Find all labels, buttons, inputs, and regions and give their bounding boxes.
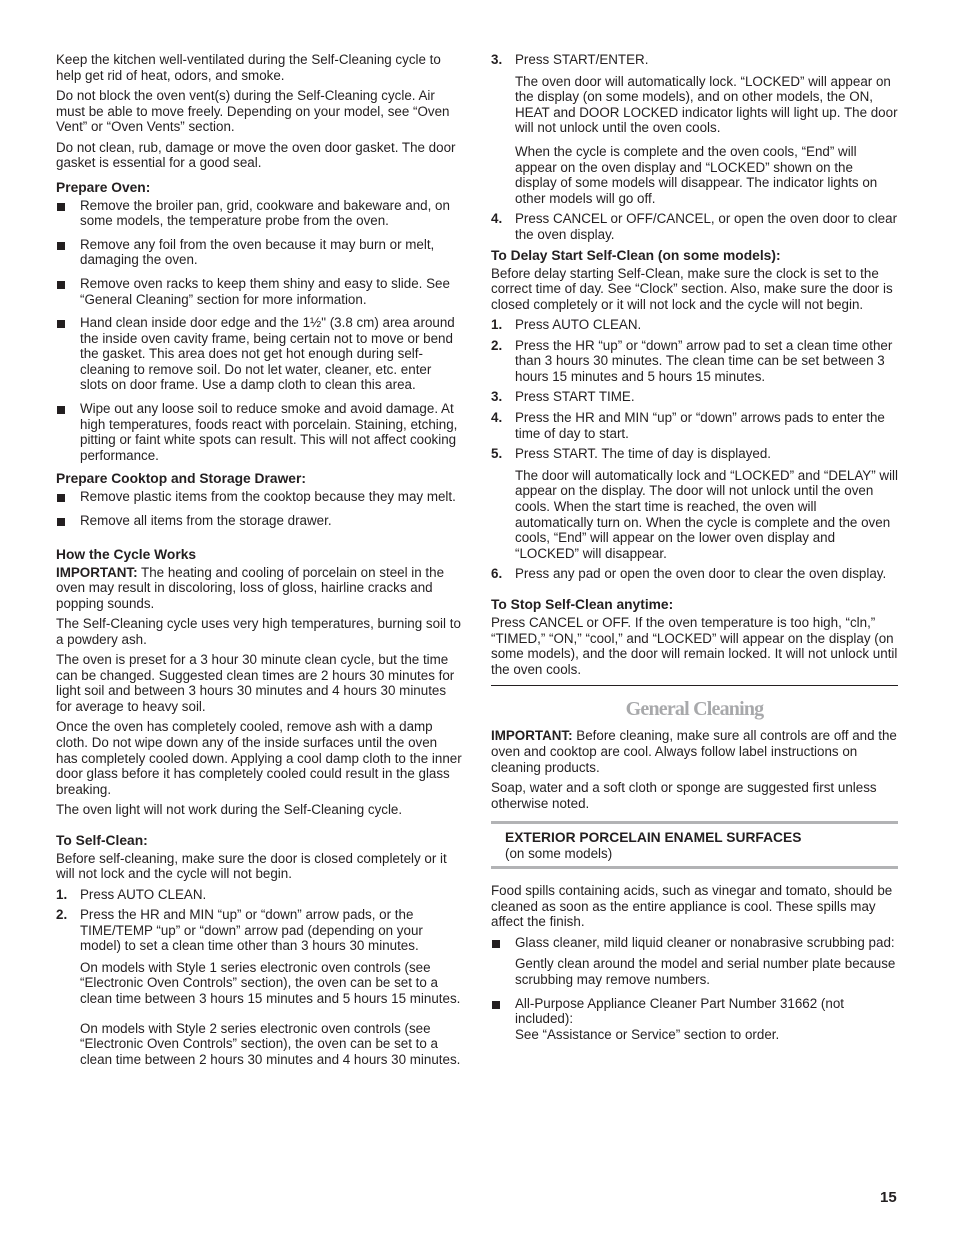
- step-note: On models with Style 1 series electronic oven controls (see “Electronic Oven Controls” section), the oven can be set to a clean time between 3 hours 15 minutes and 5 hours 15 minutes.: [80, 959, 461, 1007]
- square-bullet-icon: [492, 1001, 500, 1009]
- intro-ventilation: Keep the kitchen well-ventilated during the Self-Cleaning cycle to help get rid of heat, odors, and smoke.: [56, 52, 441, 83]
- step-item: 6. Press any pad or open the oven door to clear the oven display.: [491, 566, 887, 582]
- square-bullet-icon: [57, 406, 65, 414]
- square-bullet-icon: [57, 320, 65, 328]
- step-note: The oven door will automatically lock. “LOCKED” will appear on the display (on some models), and on other models, the ON, HEAT and DOOR LOCKED indicator lights will light up. The door will not unlock until the oven cools.: [515, 73, 898, 136]
- step-item: 3. Press START TIME.: [491, 389, 635, 405]
- section-divider: [491, 685, 898, 686]
- square-bullet-icon: [57, 518, 65, 526]
- intro-gasket: Do not clean, rub, damage or move the oven door gasket. The door gasket is essential for a good seal.: [56, 139, 456, 171]
- self-clean-intro: Before self-cleaning, make sure the door is closed completely or it will not lock and the cycle will not begin.: [56, 850, 447, 882]
- step-note: When the cycle is complete and the oven cools, “End” will appear on the oven display and “LOCKED” shown on the display of some models will disappear. The indicator lights on other models will go off.: [515, 143, 878, 206]
- square-bullet-icon: [492, 940, 500, 948]
- step-item: 1. Press AUTO CLEAN.: [491, 317, 642, 333]
- exterior-cleaner-list: [491, 935, 898, 1043]
- step-item: 1. Press AUTO CLEAN.: [56, 886, 207, 902]
- intro-vents: Do not block the oven vent(s) during the Self-Cleaning cycle. Air must be able to move freely. Depending on your model, see “Oven Vent” or “Oven Vents” section.: [56, 87, 450, 135]
- delay-start-intro: Before delay starting Self-Clean, make sure the clock is set to the correct time of day. See “Clock” section. Also, make sure the door is closed completely or it will not lock and the cycle will not begin.: [491, 265, 893, 312]
- step-item: 3. Press START/ENTER. The oven door will automatically lock. “LOCKED” will appear on the display (on some models), and on other models, the ON, HEAT and DOOR LOCKED indicator lights will light up. The door will not unlock until the oven cools. When the cycle is complete and the oven cools, “End” will appear on the oven display and “LOCKED” shown on the display of some models will disappear. The indicator lights on other models will go off.: [491, 52, 898, 206]
- general-cleaning-title: General Cleaning: [625, 698, 764, 721]
- left-column: [56, 52, 462, 1072]
- delay-start-steps: [491, 317, 898, 582]
- paragraph: The oven light will not work during the Self-Cleaning cycle.: [56, 802, 403, 818]
- list-item: Hand clean inside door edge and the 1½" (3.8 cm) area around the inside oven cavity frame, being certain not to move or bend the gasket. This area does not get hot enough during self-cleaning to remove soil. Do not let water, cleaner, etc. enter slots on door frame. Use a damp cloth to clean this area.: [56, 315, 462, 393]
- delay-start-heading: To Delay Start Self-Clean (on some models):: [491, 247, 781, 263]
- important-note: IMPORTANT: Before cleaning, make sure all controls are off and the oven and cooktop are cool. Always follow label instructions on cleaning products.: [491, 728, 897, 775]
- paragraph: The Self-Cleaning cycle uses very high temperatures, burning soil to a powdery ash.: [56, 616, 461, 647]
- list-item: Glass cleaner, mild liquid cleaner or nonabrasive scrubbing pad: Gently clean around the model and serial number plate because scrubbing may remove numbers.: [491, 935, 898, 988]
- step-note: On models with Style 2 series electronic oven controls (see “Electronic Oven Controls” section), the oven can be set to a clean time between 2 hours 30 minutes and 4 hours 30 minutes.: [80, 1020, 461, 1067]
- stop-self-clean-heading: To Stop Self-Clean anytime:: [491, 597, 674, 613]
- page-number: 15: [880, 1189, 897, 1206]
- square-bullet-icon: [57, 281, 65, 289]
- how-cycle-works-heading: How the Cycle Works: [56, 546, 197, 562]
- list-item: Remove any foil from the oven because it may burn or melt, damaging the oven.: [56, 237, 462, 268]
- list-item: Remove all items from the storage drawer.: [56, 513, 462, 529]
- list-item: Remove oven racks to keep them shiny and easy to slide. See “General Cleaning” section for more information.: [56, 276, 462, 307]
- paragraph: The oven is preset for a 3 hour 30 minute clean cycle, but the time can be changed. Suggested clean times are 2 hours 30 minutes for light soil and between 3 hours 30 minutes and 4 hours 30 minutes for average to heavy soil.: [56, 652, 455, 714]
- exterior-porcelain-subtitle: (on some models): [505, 846, 613, 862]
- self-clean-steps-continued: [491, 52, 898, 243]
- paragraph: Once the oven has completely cooled, remove ash with a damp cloth. Do not wipe down any of the inside surfaces until the oven has completely cooled down. Applying a cool damp cloth to the inner door glass before it has completely cooled could result in the glass breaking.: [56, 719, 462, 797]
- stop-self-clean-text: Press CANCEL or OFF. If the oven temperature is too high, “cln,” “TIMED,” “ON,” “cool,” and “LOCKED” will appear on the display (on some models), and the door will remain locked. It will not unlock until the oven cools.: [491, 615, 898, 677]
- important-note: IMPORTANT: The heating and cooling of porcelain on steel in the oven may result in discoloring, loss of gloss, hairline cracks and popping sounds.: [56, 564, 445, 611]
- soap-note: Soap, water and a soft cloth or sponge are suggested first unless otherwise noted.: [491, 779, 877, 811]
- self-clean-steps: [56, 887, 462, 1068]
- self-clean-heading: To Self-Clean:: [56, 832, 148, 848]
- list-item: Wipe out any loose soil to reduce smoke and avoid damage. At high temperatures, foods react with porcelain. Staining, etching, pitting or faint white spots can result. This will not affect cooking performance.: [56, 401, 462, 463]
- prepare-oven-heading: Prepare Oven:: [56, 179, 151, 195]
- prepare-cooktop-list: [56, 489, 462, 528]
- square-bullet-icon: [57, 242, 65, 250]
- step-item: 5. Press START. The time of day is displayed. The door will automatically lock and “LOCKED” and “DELAY” will appear on the display. The door will not unlock until the oven cools. When the start time is reached, the oven will automatically turn on. When the cycle is complete and the oven cools, “End” will appear on the lower oven display and “LOCKED” will disappear.: [491, 446, 899, 561]
- step-item: 2. Press the HR and MIN “up” or “down” arrow pads, or the TIME/TEMP “up” or “down” arrow pad (depending on your model) to set a clean time other than 3 hours 30 minutes. On models with Style 1 series electronic oven controls (see “Electronic Oven Controls” section), the oven can be set to a clean time between 3 hours 15 minutes and 5 hours 15 minutes. On models with Style 2 series electronic oven controls (see “Electronic Oven Controls” section), the oven can be set to a clean time between 2 hours 30 minutes and 4 hours 30 minutes.: [56, 907, 461, 1067]
- exterior-intro: Food spills containing acids, such as vinegar and tomato, should be cleaned as soon as the entire appliance is cool. These spills may affect the finish.: [491, 883, 893, 930]
- step-item: 4. Press the HR and MIN “up” or “down” arrows pads to enter the time of day to start.: [491, 410, 885, 441]
- exterior-porcelain-header: [491, 821, 898, 869]
- list-item-note: Gently clean around the model and serial number plate because scrubbing may remove numbers.: [515, 956, 896, 987]
- square-bullet-icon: [57, 494, 65, 502]
- list-item: Remove the broiler pan, grid, cookware and bakeware and, on some models, the temperature probe from the oven.: [56, 198, 462, 229]
- prepare-oven-list: [56, 198, 462, 464]
- prepare-cooktop-heading: Prepare Cooktop and Storage Drawer:: [56, 471, 306, 487]
- step-note: The door will automatically lock and “LOCKED” and “DELAY” will appear on the display. The door will not unlock until the oven cools. When the start time is reached, the oven will automatically turn on. When the cycle is complete and the oven cools, “End” will appear on the lower oven display and “LOCKED” will disappear.: [515, 467, 899, 561]
- step-item: 2. Press the HR “up” or “down” arrow pad to set a clean time other than 3 hours 30 minutes. The clean time can be set between 3 hours 15 minutes and 5 hours 15 minutes.: [491, 337, 893, 384]
- exterior-porcelain-title: EXTERIOR PORCELAIN ENAMEL SURFACES: [505, 830, 802, 846]
- list-item: All-Purpose Appliance Cleaner Part Number 31662 (not included): See “Assistance or Service” section to order.: [491, 996, 898, 1043]
- right-column: [491, 52, 898, 1050]
- step-item: 4. Press CANCEL or OFF/CANCEL, or open the oven door to clear the oven display.: [491, 211, 898, 242]
- list-item: Remove plastic items from the cooktop because they may melt.: [56, 489, 462, 505]
- square-bullet-icon: [57, 203, 65, 211]
